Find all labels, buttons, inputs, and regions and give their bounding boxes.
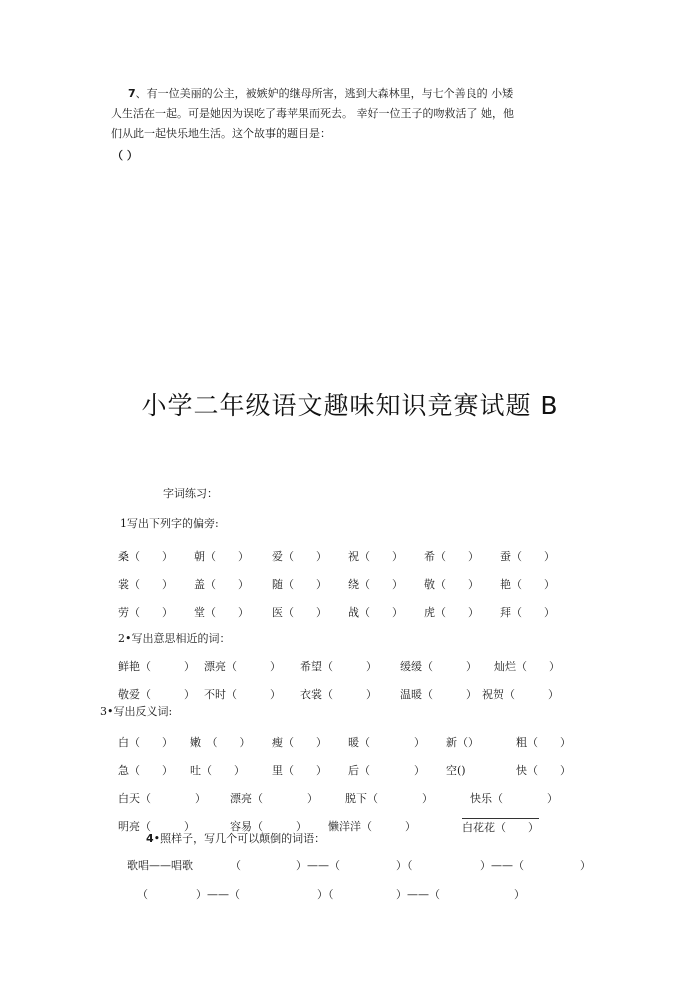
q2-cell[interactable]: 希望（ ） — [300, 660, 377, 673]
q4-label: 4•照样子，写几个可以颠倒的词语： — [146, 832, 326, 845]
q2-cell[interactable]: 灿烂（ ） — [494, 660, 560, 673]
q1-cell[interactable]: 敬（ ） — [424, 578, 479, 591]
q1-cell[interactable]: 桑（ ） — [118, 550, 173, 563]
q4-blank[interactable]: ）——（ — [396, 888, 440, 901]
q2-cell[interactable]: 祝贺（ ） — [482, 688, 559, 701]
q4-blank[interactable]: ）（ — [317, 888, 334, 901]
q2-cell[interactable]: 鲜艳（ ） — [118, 660, 195, 673]
q3-cell[interactable]: 快乐（ ） — [470, 792, 558, 805]
q1-cell[interactable]: 蚕（ ） — [500, 550, 555, 563]
q1-cell[interactable]: 爱（ ） — [272, 550, 327, 563]
q1-cell[interactable]: 战（ ） — [348, 606, 403, 619]
q7-number: 7 — [128, 87, 136, 100]
q1-cell[interactable]: 随（ ） — [272, 578, 327, 591]
q2-label: 2•写出意思相近的词： — [118, 632, 231, 645]
q1-cell[interactable]: 拜（ ） — [500, 606, 555, 619]
q1-cell[interactable]: 盖（ ） — [194, 578, 249, 591]
q3-cell[interactable]: 急（ ） — [118, 764, 173, 777]
q1-label: 1写出下列字的偏旁: — [120, 517, 219, 530]
q1-cell[interactable]: 希（ ） — [424, 550, 479, 563]
q4-blank[interactable]: （ ）——（ — [230, 859, 340, 872]
q7-line-2: 人生活在一起。可是她因为误吃了毒苹果而死去。 幸好一位王子的吻救活了 她，他 — [111, 107, 514, 120]
q3-cell[interactable]: 暖（ ） — [348, 736, 425, 749]
q3-label: 3•写出反义词: — [100, 705, 173, 718]
q3-cell[interactable]: 漂亮（ ） — [230, 792, 318, 805]
q3-cell[interactable]: 后（ ） — [348, 764, 425, 777]
q3-cell[interactable]: 空() — [446, 764, 466, 777]
q4-number: 4 — [146, 832, 154, 845]
q1-cell[interactable]: 朝（ ） — [194, 550, 249, 563]
section-label: 字词练习： — [163, 487, 218, 500]
q3-cell[interactable]: 里（ ） — [272, 764, 327, 777]
q1-cell[interactable]: 祝（ ） — [348, 550, 403, 563]
q3-cell[interactable]: 粗（ ） — [516, 736, 571, 749]
q1-cell[interactable]: 裳（ ） — [118, 578, 173, 591]
q3-cell[interactable]: 白天（ ） — [118, 792, 206, 805]
q4-blank[interactable]: ）——（ — [196, 888, 240, 901]
q1-cell[interactable]: 医（ ） — [272, 606, 327, 619]
q1-cell[interactable]: 堂（ ） — [194, 606, 249, 619]
q3-cell[interactable]: 懒洋洋（ ） — [328, 820, 416, 833]
q3-cell[interactable]: 快（ ） — [516, 764, 571, 777]
q1-cell[interactable]: 劳（ ） — [118, 606, 173, 619]
q4-blank[interactable]: ）（ — [396, 859, 413, 872]
q3-cell[interactable]: 瘦（ ） — [272, 736, 327, 749]
q3-cell[interactable]: 明亮（ ） — [118, 820, 195, 833]
q1-cell[interactable]: 艳（ ） — [500, 578, 555, 591]
page-title: 小学二年级语文趣味知识竞赛试题 B — [141, 391, 559, 420]
q2-cell[interactable]: 衣裳（ ） — [300, 688, 377, 701]
q4-blank[interactable]: ） — [514, 888, 525, 901]
q4-blank[interactable]: ） — [580, 859, 591, 872]
q7-answer-blank[interactable]: （ ） — [112, 149, 138, 162]
q2-cell[interactable]: 温暖（ ） — [400, 688, 477, 701]
q3-cell[interactable]: 新（） — [446, 736, 479, 749]
q2-cell[interactable]: 漂亮（ ） — [204, 660, 281, 673]
q4-blank[interactable]: ）——（ — [480, 859, 524, 872]
q3-cell[interactable]: 吐（ ） — [190, 764, 245, 777]
q3-cell[interactable]: 脱下（ ） — [345, 792, 433, 805]
q2-cell[interactable]: 不时（ ） — [204, 688, 281, 701]
q2-cell[interactable]: 敬爱（ ） — [118, 688, 195, 701]
q4-blank[interactable]: （ — [137, 888, 148, 901]
q7-line-3: 们从此一起快乐地生活。这个故事的题目是： — [111, 127, 331, 140]
q4-example: 歌唱——唱歌 — [127, 859, 193, 872]
q3-cell[interactable]: 嫩 （ ） — [190, 736, 251, 749]
q3-cell[interactable]: 容易（ ） — [230, 820, 307, 833]
q3-cell[interactable]: 白花花（ ） — [462, 818, 539, 835]
q1-cell[interactable]: 绕（ ） — [348, 578, 403, 591]
q1-cell[interactable]: 虎（ ） — [424, 606, 479, 619]
q2-cell[interactable]: 缓缓（ ） — [400, 660, 477, 673]
q7-line-1: 7、有一位美丽的公主，被嫉妒的继母所害，逃到大森林里，与七个善良的 小矮 — [128, 87, 514, 100]
q3-cell[interactable]: 白（ ） — [118, 736, 173, 749]
